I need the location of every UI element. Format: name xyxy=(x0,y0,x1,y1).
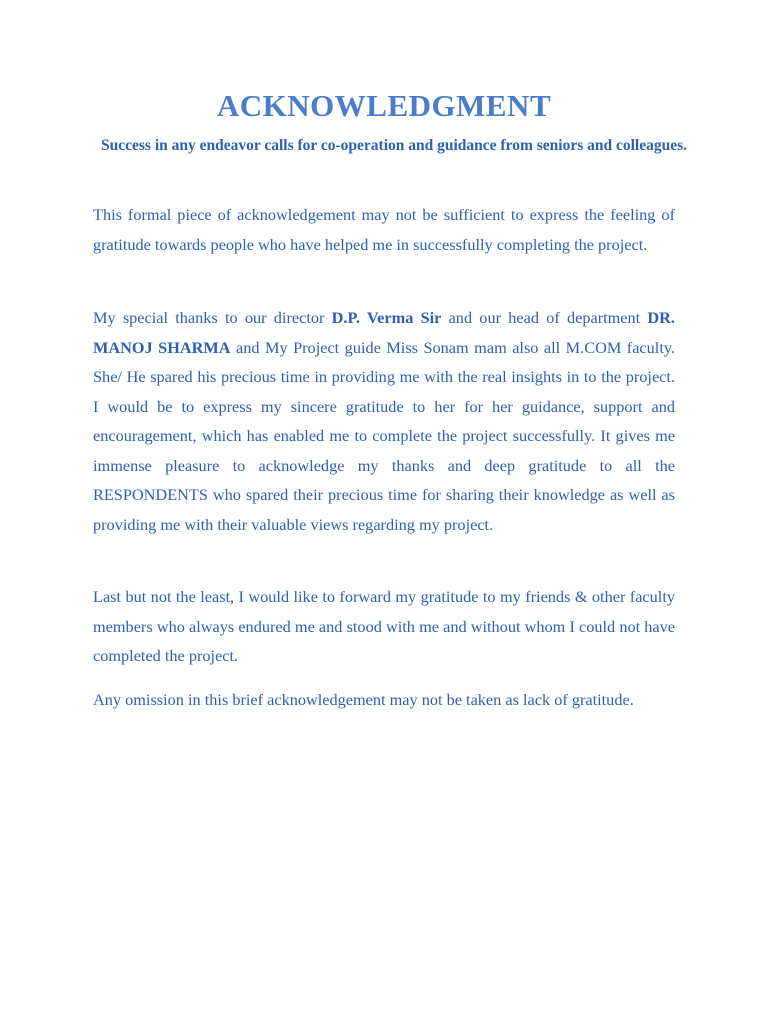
paragraph-thanks-text-1: My special thanks to our director xyxy=(93,308,332,327)
paragraph-closing: Any omission in this brief acknowledgement may not be taken as lack of gratitude. xyxy=(93,690,634,709)
paragraph-thanks xyxy=(93,303,675,539)
page-title: ACKNOWLEDGMENT xyxy=(216,88,552,123)
paragraph-thanks-text-3: and My Project guide Miss Sonam mam also all M.COM faculty. She/ He spared his precious time in providing me with the real insights in to the project. I would be to express my sincere gratitude to her for her guidance, support and encouragement, which has enabled me to complete the project successfully. It gives me immense pleasure to acknowledge my thanks and deep gratitude to all the RESPONDENTS who spared their precious time for sharing their knowledge as well as providing me with their valuable views regarding my project. xyxy=(93,337,675,534)
paragraph-intro: This formal piece of acknowledgement may not be sufficient to express the feeling of gratitude towards people who have helped me in successfully completing the project. xyxy=(93,205,675,254)
director-name: D.P. Verma Sir xyxy=(331,308,442,327)
subtitle-quote: Success in any endeavor calls for co-operation and guidance from seniors and colleagues. xyxy=(101,137,687,154)
paragraph-thanks-text-2: and our head of department xyxy=(441,308,648,327)
hod-name: DR. MANOJ SHARMA xyxy=(93,308,675,357)
paragraph-friends: Last but not the least, I would like to forward my gratitude to my friends & other faculty members who always endured me and stood with me and without whom I could not have completed the project. xyxy=(93,587,675,665)
